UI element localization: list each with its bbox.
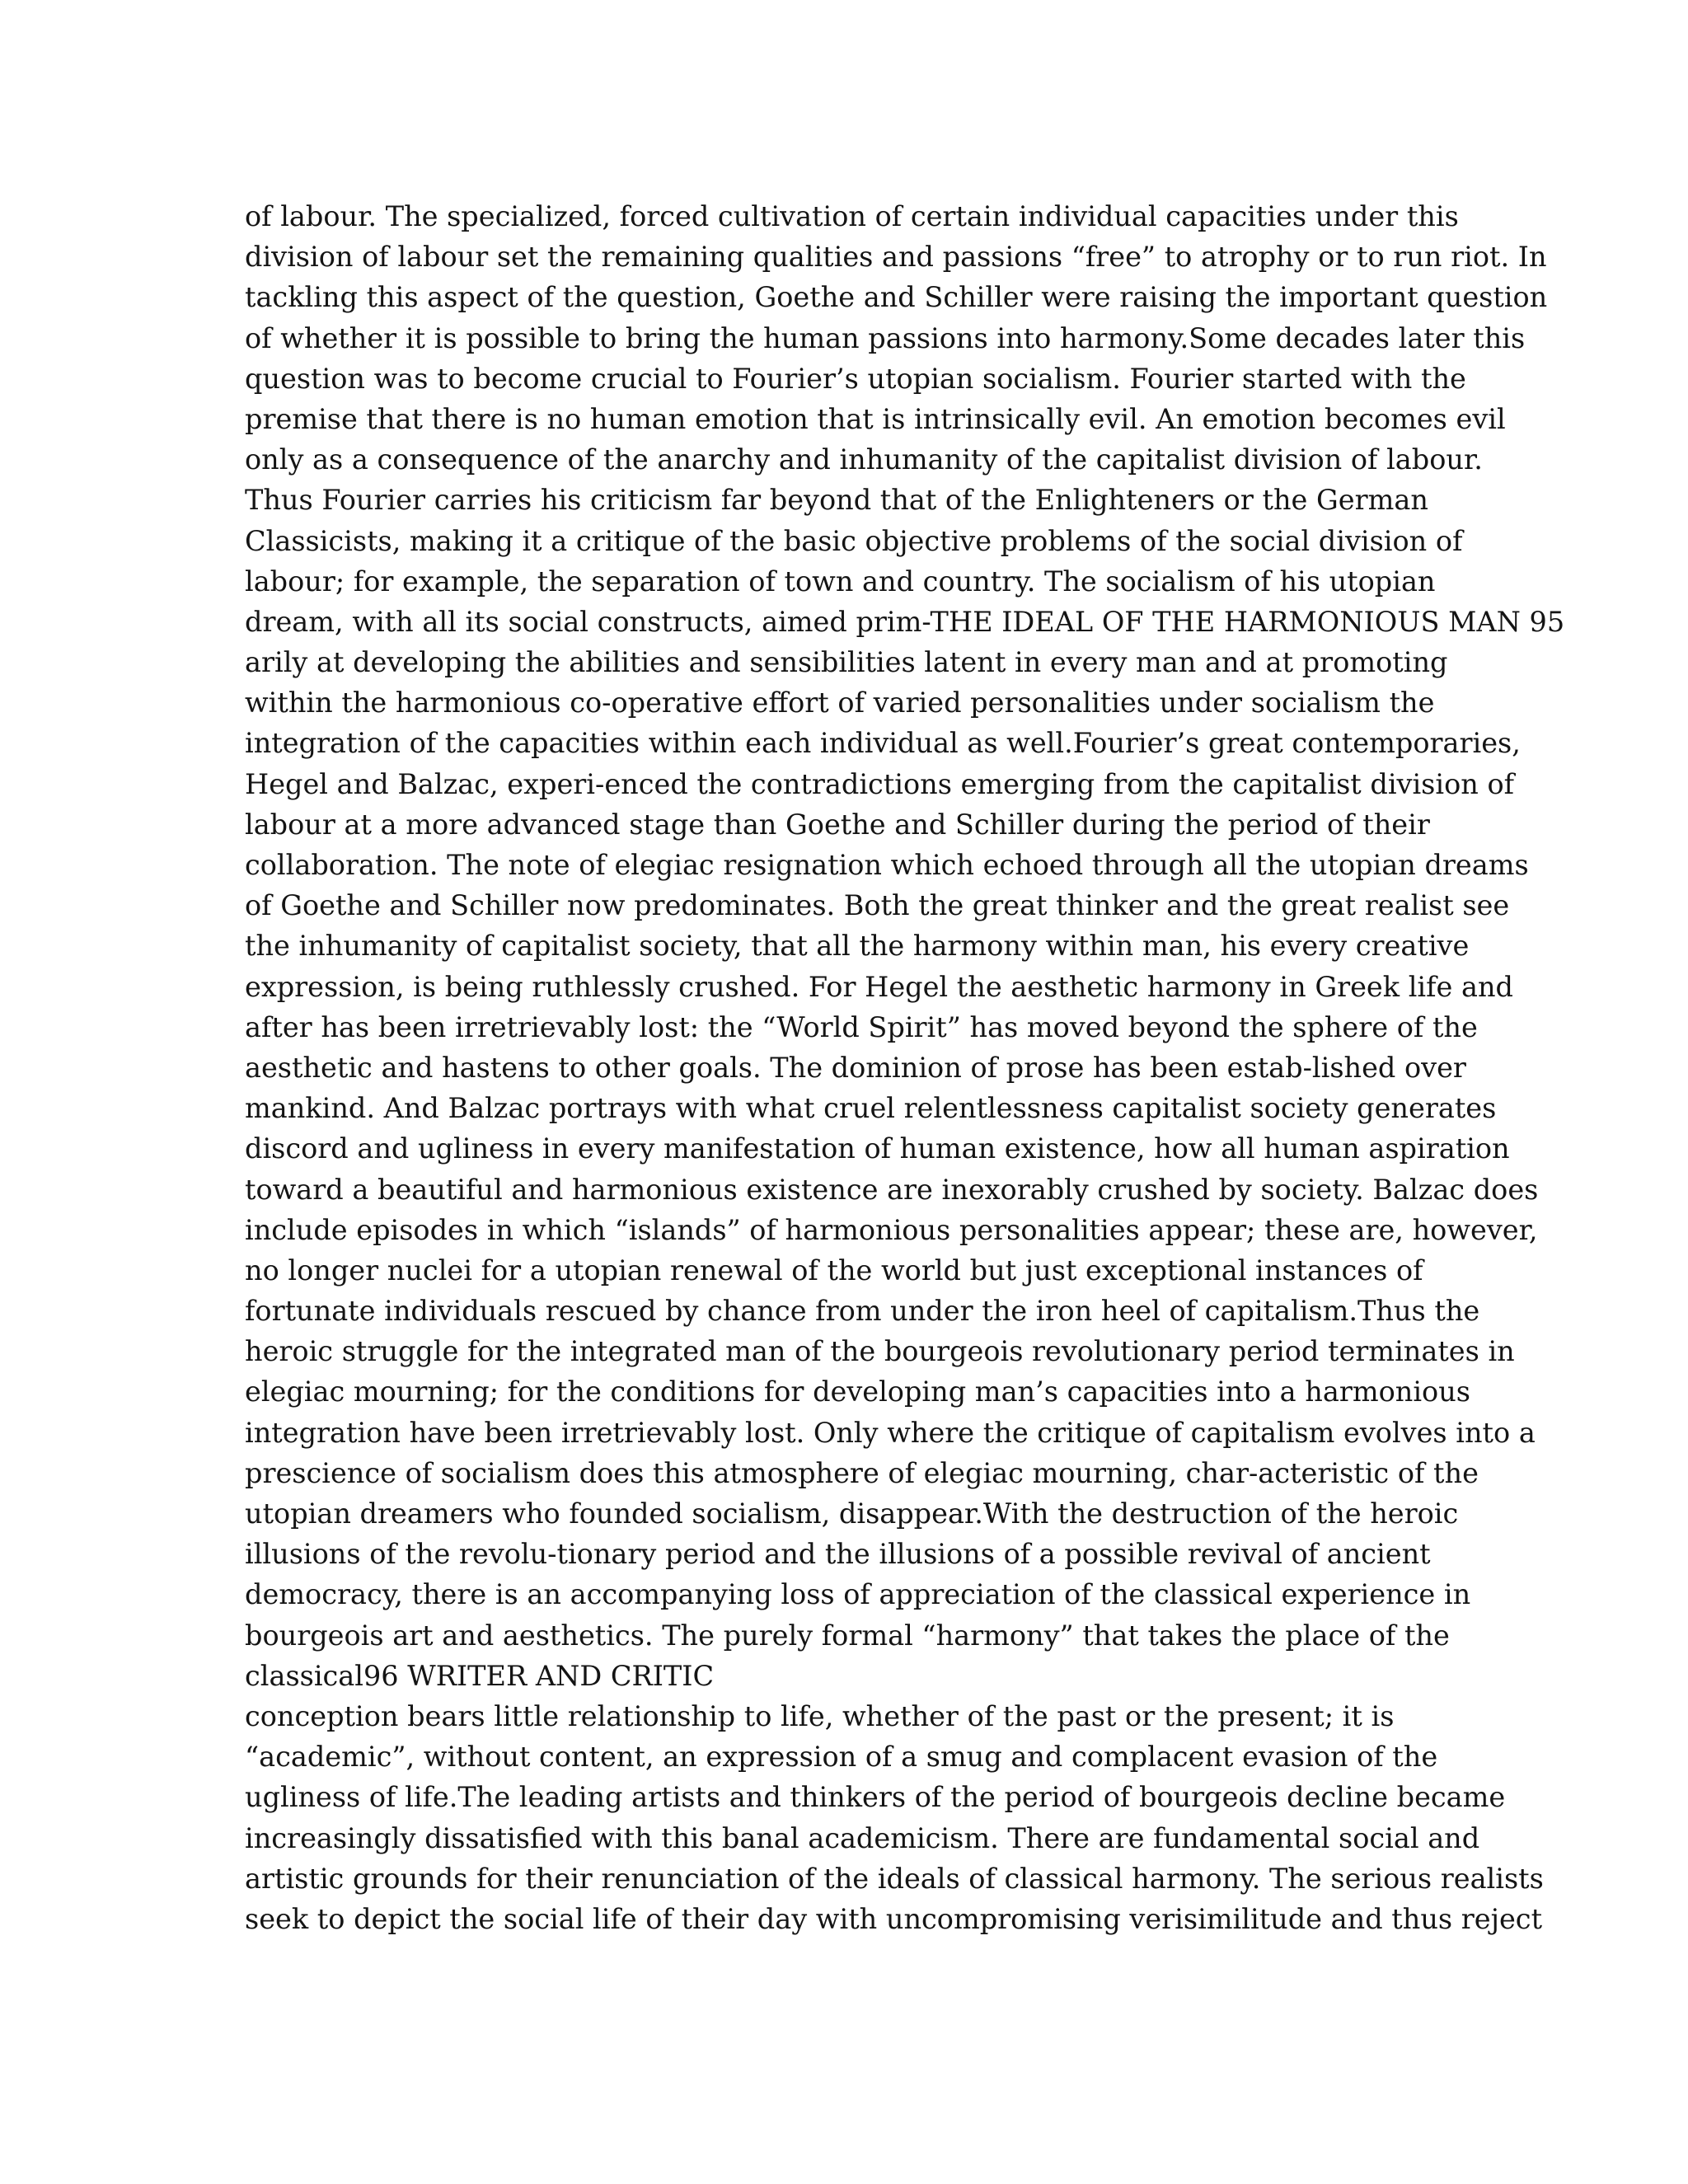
text-line: integration have been irretrievably lost. Only where the critique of capitalism evolves into a (245, 1416, 1536, 1449)
body-text (245, 196, 1565, 1939)
text-line-with-running-header: dream, with all its social constructs, aimed prim-THE IDEAL OF THE HARMONIOUS MAN 95 (245, 605, 1565, 638)
text-line: fortunate individuals rescued by chance from under the iron heel of capitalism.Thus the (245, 1295, 1480, 1328)
text-line: Classicists, making it a critique of the basic objective problems of the social division of (245, 524, 1463, 557)
text-line: division of labour set the remaining qualities and passions “free” to atrophy or to run riot. In (245, 241, 1547, 274)
text-line: illusions of the revolu-tionary period and the illusions of a possible revival of ancient (245, 1538, 1431, 1571)
text-line: premise that there is no human emotion that is intrinsically evil. An emotion becomes evil (245, 402, 1506, 435)
text-line: seek to depict the social life of their day with uncompromising verisimilitude and thus reject (245, 1902, 1543, 1935)
text-line: prescience of socialism does this atmosphere of elegiac mourning, char-acteristic of the (245, 1456, 1479, 1489)
text-line: elegiac mourning; for the conditions for developing man’s capacities into a harmonious (245, 1376, 1470, 1408)
text-line: artistic grounds for their renunciation of the ideals of classical harmony. The serious realists (245, 1862, 1544, 1895)
text-line: collaboration. The note of elegiac resignation which echoed through all the utopian dreams (245, 849, 1529, 881)
text-line: of labour. The specialized, forced cultivation of certain individual capacities under this (245, 200, 1459, 232)
text-line: utopian dreamers who founded socialism, disappear.With the destruction of the heroic (245, 1497, 1459, 1530)
text-line: tackling this aspect of the question, Goethe and Schiller were raising the important question (245, 281, 1548, 314)
text-line: discord and ugliness in every manifestation of human existence, how all human aspiration (245, 1132, 1510, 1165)
text-line: of Goethe and Schiller now predominates. Both the great thinker and the great realist see (245, 889, 1510, 922)
text-line-with-running-header: classical96 WRITER AND CRITIC (245, 1659, 715, 1692)
text-line: the inhumanity of capitalist society, that all the harmony within man, his every creative (245, 930, 1470, 963)
text-line: include episodes in which “islands” of harmonious personalities appear; these are, however, (245, 1213, 1538, 1246)
text-line: toward a beautiful and harmonious existence are inexorably crushed by society. Balzac does (245, 1173, 1539, 1206)
text-line: conception bears little relationship to life, whether of the past or the present; it is (245, 1699, 1395, 1732)
text-line: within the harmonious co-operative effort of varied personalities under socialism the (245, 687, 1435, 719)
text-line: integration of the capacities within each individual as well.Fourier’s great contemporaries, (245, 727, 1521, 760)
text-line: ugliness of life.The leading artists and thinkers of the period of bourgeois decline became (245, 1781, 1506, 1814)
text-line: of whether it is possible to bring the human passions into harmony.Some decades later this (245, 321, 1526, 354)
text-line: labour; for example, the separation of town and country. The socialism of his utopian (245, 565, 1436, 598)
text-line: bourgeois art and aesthetics. The purely formal “harmony” that takes the place of the (245, 1619, 1450, 1652)
text-line: only as a consequence of the anarchy and inhumanity of the capitalist division of labour. (245, 443, 1483, 476)
text-line: after has been irretrievably lost: the “World Spirit” has moved beyond the sphere of the (245, 1010, 1478, 1043)
text-line: increasingly dissatisfied with this banal academicism. There are fundamental social and (245, 1821, 1480, 1854)
text-line: labour at a more advanced stage than Goethe and Schiller during the period of their (245, 808, 1430, 841)
text-line: heroic struggle for the integrated man of the bourgeois revolutionary period terminates in (245, 1335, 1515, 1368)
text-line: mankind. And Balzac portrays with what cruel relentlessness capitalist society generates (245, 1092, 1497, 1125)
text-line: Thus Fourier carries his criticism far beyond that of the Enlighteners or the German (245, 484, 1428, 517)
text-line: no longer nuclei for a utopian renewal of the world but just exceptional instances of (245, 1254, 1423, 1286)
text-line: aesthetic and hastens to other goals. The dominion of prose has been estab-lished over (245, 1051, 1466, 1084)
text-line: democracy, there is an accompanying loss of appreciation of the classical experience in (245, 1578, 1471, 1611)
text-line: Hegel and Balzac, experi-enced the contradictions emerging from the capitalist division of (245, 767, 1515, 800)
text-line: “academic”, without content, an expression of a smug and complacent evasion of the (245, 1741, 1438, 1774)
text-line: expression, is being ruthlessly crushed. For Hegel the aesthetic harmony in Greek life and (245, 970, 1513, 1003)
text-line: question was to become crucial to Fourier’s utopian socialism. Fourier started with the (245, 362, 1466, 395)
text-line: arily at developing the abilities and sensibilities latent in every man and at promoting (245, 646, 1448, 679)
